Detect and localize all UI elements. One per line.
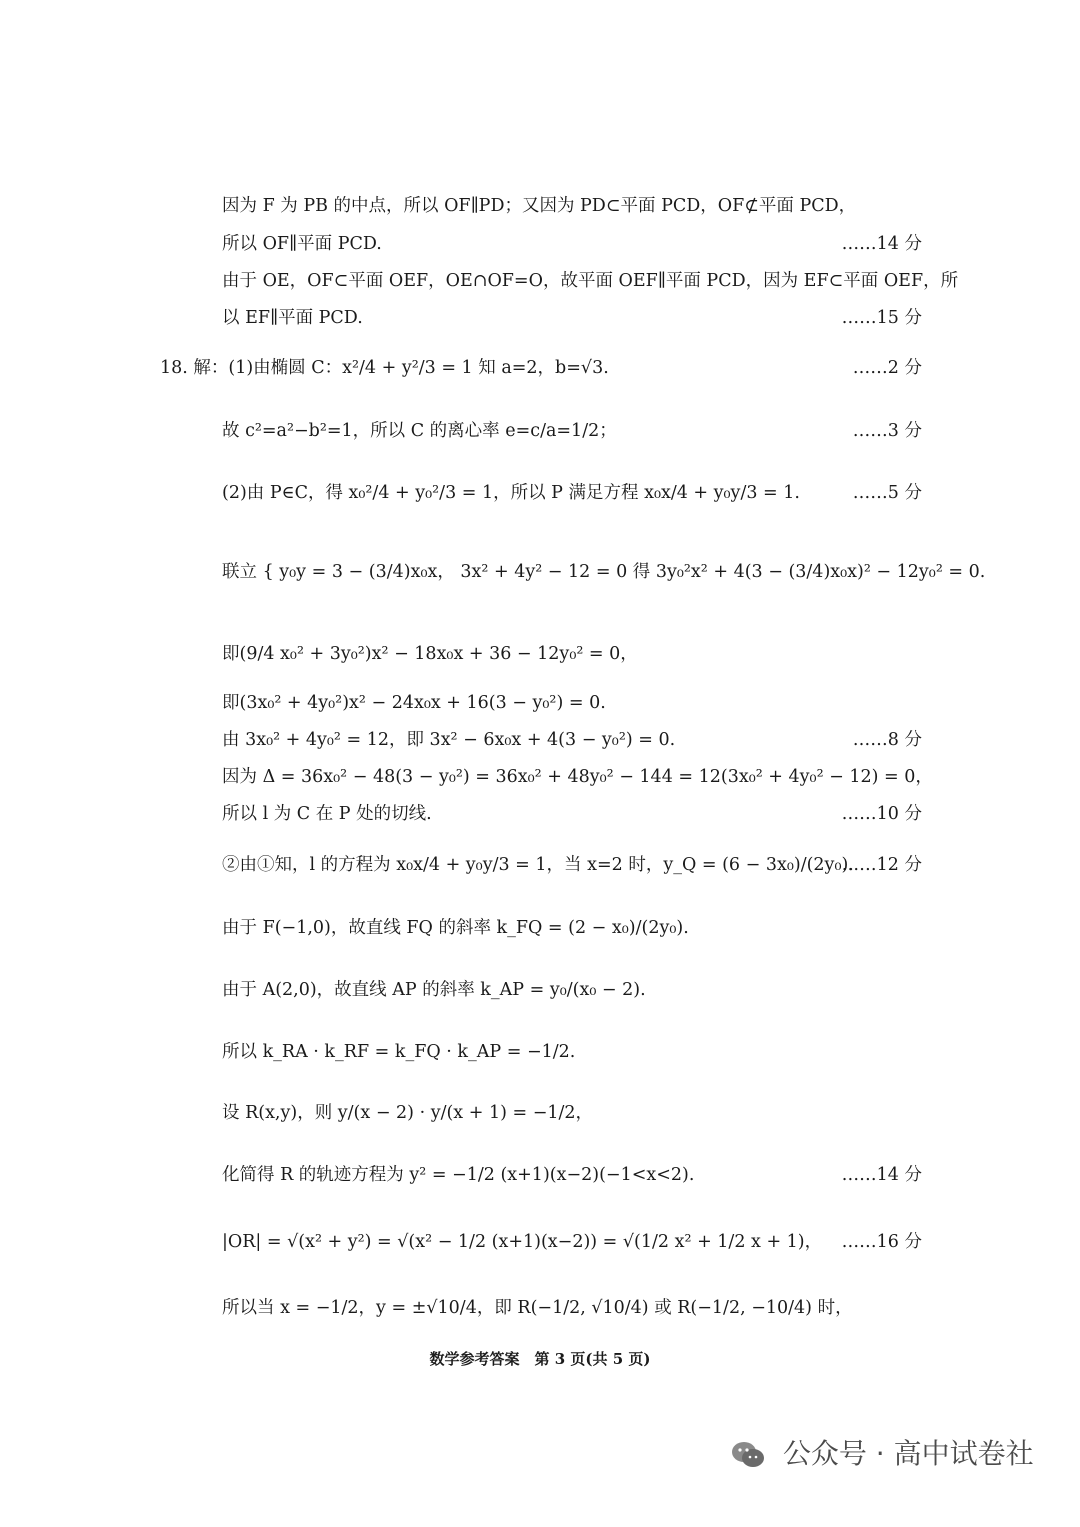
text-line: [222, 302, 922, 334]
line-text: |OR| = √(x² + y²) = √(x² − 1/2 (x+1)(x−2)) = √(1/2 x² + 1/2 x + 1)，: [222, 1232, 823, 1252]
line-text: ②由①知，l 的方程为 x₀x/4 + y₀y/3 = 1，当 x=2 时，y_Q = (6 − 3x₀)/(2y₀).: [222, 855, 854, 875]
line-text: 即(9/4 x₀² + 3y₀²)x² − 18x₀x + 36 − 12y₀² = 0，: [222, 644, 638, 664]
line-text: 以 EF∥平面 PCD.: [222, 308, 363, 328]
page-footer: 数学参考答案 第 3 页(共 5 页): [429, 1350, 651, 1368]
text-line: [222, 724, 922, 756]
score-label: ……10 分: [841, 804, 922, 824]
line-text: 由于 F(−1,0)，故直线 FQ 的斜率 k_FQ = (2 − x₀)/(2y₀).: [222, 918, 689, 938]
score-label: ……8 分: [852, 730, 922, 750]
line-text: 18. 解：(1)由椭圆 C：x²/4 + y²/3 = 1 知 a=2，b=√3.: [160, 358, 609, 378]
line-text: 因为 Δ = 36x₀² − 48(3 − y₀²) = 36x₀² + 48y₀² − 144 = 12(3x₀² + 4y₀² − 12) = 0，: [222, 767, 933, 787]
score-label: ……15 分: [841, 308, 922, 328]
watermark: [730, 1430, 1034, 1478]
text-line: [222, 228, 922, 260]
text-line: [222, 974, 922, 1006]
text-line: [222, 1097, 922, 1129]
score-label: ……3 分: [852, 421, 922, 441]
text-line: [222, 761, 933, 793]
line-text: 故 c²=a²−b²=1，所以 C 的离心率 e=c/a=1/2；: [222, 421, 617, 441]
score-label: ……14 分: [841, 1165, 922, 1185]
text-line: [222, 265, 959, 297]
text-line: [222, 190, 922, 222]
score-label: ……12 分: [841, 855, 922, 875]
line-text: 因为 F 为 PB 的中点，所以 OF∥PD；又因为 PD⊂平面 PCD，OF⊄平面 PCD，: [222, 196, 857, 216]
text-line: [222, 1159, 922, 1191]
line-text: 由于 A(2,0)，故直线 AP 的斜率 k_AP = y₀/(x₀ − 2).: [222, 980, 646, 1000]
score-label: ……14 分: [841, 234, 922, 254]
text-line: [222, 556, 986, 588]
text-line: [222, 1226, 922, 1258]
text-line: [222, 798, 922, 830]
score-label: ……16 分: [841, 1232, 922, 1252]
score-label: ……5 分: [852, 483, 922, 503]
line-text: 所以 l 为 C 在 P 处的切线.: [222, 804, 432, 824]
text-line: [222, 1292, 922, 1324]
line-text: 所以 k_RA · k_RF = k_FQ · k_AP = −1/2.: [222, 1042, 576, 1062]
text-line: [222, 687, 922, 719]
line-text: 由于 OE，OF⊂平面 OEF，OE∩OF=O，故平面 OEF∥平面 PCD，因为 EF⊂平面 OEF，所: [222, 271, 959, 291]
line-text: 所以 OF∥平面 PCD.: [222, 234, 382, 254]
line-text: (2)由 P∈C，得 x₀²/4 + y₀²/3 = 1，所以 P 满足方程 x₀x/4 + y₀y/3 = 1.: [222, 483, 800, 503]
wechat-icon: [730, 1440, 766, 1470]
text-line: [222, 849, 922, 881]
text-line: [222, 415, 922, 447]
line-text: 所以当 x = −1/2，y = ±√10/4，即 R(−1/2, √10/4) 或 R(−1/2, −10/4) 时，: [222, 1298, 853, 1318]
line-text: 联立 { y₀y = 3 − (3/4)x₀x， 3x² + 4y² − 12 = 0 得 3y₀²x² + 4(3 − (3/4)x₀x)² − 12y₀² = 0.: [222, 562, 986, 582]
watermark-text: 公众号 · 高中试卷社: [782, 1437, 1034, 1470]
line-text: 设 R(x,y)，则 y/(x − 2) · y/(x + 1) = −1/2，: [222, 1103, 594, 1123]
line-text: 由 3x₀² + 4y₀² = 12，即 3x² − 6x₀x + 4(3 − y₀²) = 0.: [222, 730, 676, 750]
score-label: ……2 分: [852, 358, 922, 378]
line-text: 即(3x₀² + 4y₀²)x² − 24x₀x + 16(3 − y₀²) = 0.: [222, 693, 606, 713]
text-line: [222, 912, 922, 944]
line-text: 化简得 R 的轨迹方程为 y² = −1/2 (x+1)(x−2)(−1<x<2).: [222, 1165, 695, 1185]
question-18-line: [160, 352, 922, 384]
text-line: [222, 638, 922, 670]
text-line: [222, 1036, 922, 1068]
text-line: [222, 477, 922, 509]
